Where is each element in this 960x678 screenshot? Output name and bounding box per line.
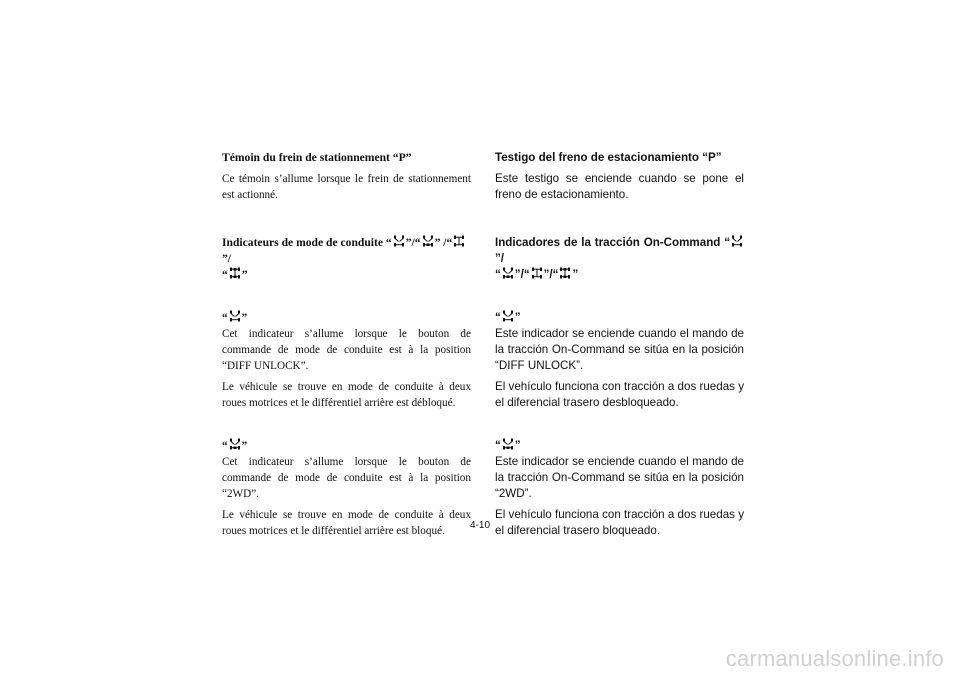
parking-brake-text: Ce témoin s’allume lorsque le frein de stationnement est actionné.	[222, 173, 471, 201]
2wd-subheading: “ ”	[222, 440, 248, 452]
parking-brake-text-es: Este testigo se enciende cuando se pone el freno de estacionamiento.	[495, 172, 744, 201]
diff-unlock-subheading: “ ”	[222, 312, 248, 324]
2wd-state-text-es: El vehículo funciona con tracción a dos ruedas y el diferencial trasero bloqueado.	[495, 508, 744, 537]
2wd-diff-unlock-icon	[731, 235, 743, 247]
4wd-diff-lock-icon	[559, 267, 571, 279]
2wd-text-es: Este indicador se enciende cuando el mando de la tracción On-Command se sitúa en la posición “2WD”.	[495, 455, 744, 500]
parking-brake-heading: Témoin du frein de stationnement “P”	[222, 151, 412, 164]
2wd-diff-lock-icon	[229, 438, 241, 450]
2wd-diff-unlock-icon	[229, 310, 241, 322]
2wd-state-text: Le véhicule se trouve en mode de conduite à deux roues motrices et le différentiel arrière est bloqué.	[222, 509, 471, 537]
2wd-diff-unlock-icon	[502, 310, 514, 322]
2wd-diff-lock-icon	[502, 267, 514, 279]
diff-unlock-text: Cet indicateur s’allume lorsque le bouton de commande de mode de conduite est à la position “DIFF UNLOCK”.	[222, 328, 471, 372]
2wd-diff-lock-icon	[502, 438, 514, 450]
2wd-diff-unlock-icon	[393, 235, 405, 247]
4wd-icon	[531, 267, 543, 279]
drive-mode-heading-text-es: Indicadores de la tracción On-Command	[495, 236, 721, 249]
spanish-column	[495, 150, 744, 544]
diff-unlock-subheading-es: “ ”	[495, 311, 521, 324]
4wd-icon	[453, 235, 465, 247]
diff-unlock-state-text-es: El vehículo funciona con tracción a dos ruedas y el diferencial trasero desbloqueado.	[495, 380, 744, 409]
drive-mode-heading: Indicateurs de mode de conduite “ ”/“ ” /“”/ “ ”	[222, 235, 471, 283]
2wd-subheading-es: “ ”	[495, 439, 521, 452]
2wd-diff-lock-icon	[422, 235, 434, 247]
4wd-diff-lock-icon	[229, 267, 241, 279]
page-number: 4-10	[469, 520, 490, 531]
drive-mode-heading-text: Indicateurs de mode de conduite	[222, 236, 384, 249]
2wd-text: Cet indicateur s’allume lorsque le bouton de commande de mode de conduite est à la position “2WD”.	[222, 456, 471, 500]
watermark: carmanualsonline.info	[725, 646, 944, 671]
diff-unlock-state-text: Le véhicule se trouve en mode de conduite à deux roues motrices et le différentiel arrière est débloqué.	[222, 381, 471, 409]
drive-mode-heading-es: Indicadores de la tracción On-Command “”/ “ ”/“ ”/“ ”	[495, 235, 744, 283]
french-column	[222, 150, 471, 544]
parking-brake-heading-es: Testigo del freno de estacionamiento “P”	[495, 151, 722, 164]
diff-unlock-text-es: Este indicador se enciende cuando el mando de la tracción On-Command se sitúa en la posición “DIFF UNLOCK”.	[495, 327, 744, 372]
